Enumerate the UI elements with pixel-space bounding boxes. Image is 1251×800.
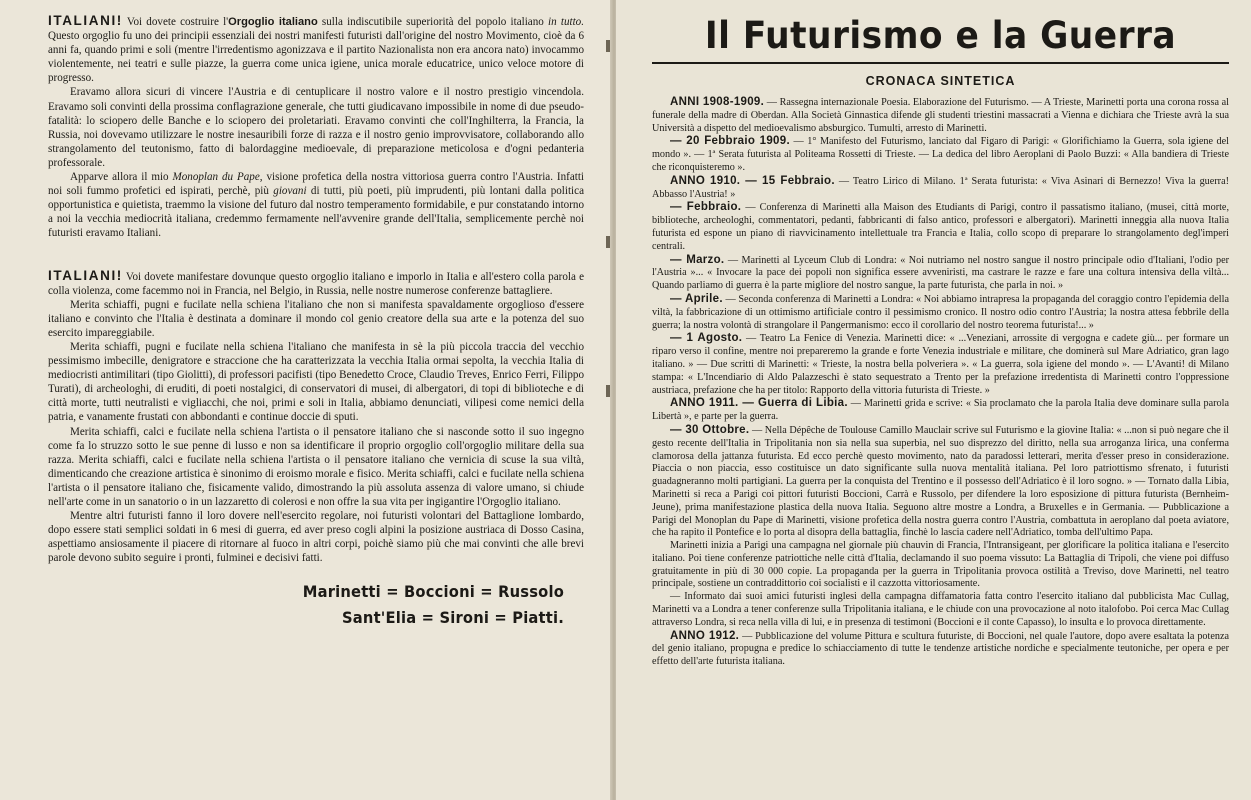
staple-mark: [606, 385, 610, 397]
chronicle-entry: [652, 424, 1229, 540]
signature-line-2: Sant'Elia = Sironi = Piatti.: [342, 608, 564, 628]
paragraph-1: [48, 14, 584, 85]
paragraph-3: [48, 170, 584, 240]
lead-word: ITALIANI!: [48, 13, 123, 28]
chronicle-entry: [652, 293, 1229, 332]
paragraph-6: Merita schiaffi, pugni e fucilate nella schiena l'italiano che manifesta in sè la più piccola traccia del vecchio pessimismo imbecille, denigratore e straccione che ha caratterizzata la vecchia Italia ormai sepolta, la vecchia Italia di mediocristi antimilitari (tipo Giolitti), di professori pacifisti (tipo Benedetto Croce, Claudio Treves, Enrico Ferri, Filippo Turati), di archeologhi, di eruditi, di poeti nostalgici, di conservatori di musei, di albergatori, di topi di biblioteche e di città morte, tutti neutralisti e vigliacchi, che noi, primi e soli in Italia, abbiamo denunciati, vilipesi come nemici della patria, e vanamente frustati con abbondanti e continue doccie di sputi.: [48, 340, 584, 424]
chronicle-entry: [652, 397, 1229, 424]
italic-run: giovani: [273, 185, 307, 198]
entry-heading: ANNI 1908-1909.: [670, 96, 765, 108]
page-title: Il Futurismo e la Guerra: [704, 14, 1177, 57]
entry-heading: — 20 Febbraio 1909.: [670, 135, 790, 148]
entry-text: — Rassegna internazionale Poesia. Elaborazione del Futurismo. — A Trieste, Marinetti porta una corona rossa al funerale della madre di Oberdan. Alla Società Ginnastica difende gli studenti triestini massacrati a Vienna e dichiara che Trieste avrà la sua Università a dispetto del medioevalismo absburgico. Tumulti, arresto di Marinetti.: [652, 97, 1229, 134]
entry-text: — Pubblicazione del volume Pittura e scultura futuriste, di Boccioni, nel quale l'autore, dopo avere esaltata la potenza del genio italiano, propugna e predice lo schiacciamento di tutte le tendenze artistiche nordiche e specialmente teutoniche, per opera e per effetto dell'arte futurista italiana.: [652, 630, 1229, 668]
italic-run: Monoplan du Pape,: [172, 171, 263, 184]
staple-mark: [606, 236, 610, 248]
text-run: visione profetica della nostra vittoriosa guerra contro l'Austria. Infatti noi soli fummo profetici ed ispirati, perchè, più: [48, 171, 584, 198]
section-gap: [48, 241, 584, 269]
paragraph-8: Mentre altri futuristi fanno il loro dovere nell'esercito regolare, noi futuristi volontari del Battaglione lombardo, dopo essere stati semplici soldati in 6 mesi di guerra, ed aver preso cogli alpini la posizione austriaca di Dosso Casina, aspettiamo ansiosamente il piacere di ritornare al fuoco in altri corpi, poichè siamo più che mai convinti che alle brevi parole devono subito seguire i pronti, fulminei e decisivi fatti.: [48, 510, 584, 565]
text-run: Apparve allora il mio: [70, 171, 173, 184]
entry-heading: — Febbraio.: [670, 201, 742, 214]
chronicle-entry: [652, 254, 1229, 293]
entry-text: — 1° Manifesto del Futurismo, lanciato dal Figaro di Parigi: « Glorifichiamo la Guerra, sola igiene del mondo ». — 1ª Serata futurista al Politeama Rossetti di Trieste. — La dedica del libro Aeroplani di Paolo Buzzi: « Alla bandiera di Trieste che riconquisteremo ».: [652, 136, 1229, 173]
entry-text: — Marinetti grida e scrive: « Sia proclamato che la parola Italia deve dominare sulla parola Libertà », e parte per la guerra.: [652, 398, 1229, 423]
entry-text: — Teatro Lirico di Milano. 1ª Serata futurista: « Viva Asinari di Bernezzo! Viva la guerra! Abbasso l'Austria! »: [652, 175, 1229, 200]
entry-text: — Marinetti al Lyceum Club di Londra: « Noi nutriamo nel nostro sangue il nostro principale odio d'Italiani, l'odio per l'Austria »... « Invocare la pace dei popoli non significa essere avveniristi, ma castrare le razze e fare una coltura intensiva della viltà... Quando parliamo di guerra è la parte migliore del nostro sangue, la parte futurista, che parla in noi. »: [652, 254, 1229, 292]
left-page: [0, 0, 612, 800]
entry-text: — Seconda conferenza di Marinetti a Londra: « Noi abbiamo intrapresa la propaganda del coraggio contro l'epidemia della viltà, la fabbricazione di un ottimismo artificiale contro il pessimismo cronico. Il nostro odio contro l'Austria; la nostra attesa febbrile della guerra; la nostra volontà di strangolare il Pangermanismo: ecco il corollario del nostro teorema futurista!... »: [652, 293, 1229, 331]
paragraph-2: Eravamo allora sicuri di vincere l'Austria e di centuplicare il nostro valore e il nostro prestigio vincendola. Eravamo soli convinti della prossima conflagrazione generale, che tutti giudicavano impossibile in nome di due pseudo-fatalità: lo sciopero delle Banche e lo sciopero dei proletariati. Eravamo convinti che coll'Inghilterra, la Francia, la Russia, noi dovevamo utilizzare le nostre inesauribili forze di razza e il nostro genio improvvisatore, collaborando allo strangolamento del teutonismo, fatto di balordaggine medioevale, di preparazione meticolosa e d'ogni pedanteria professorale.: [48, 86, 584, 169]
paragraph-7: Merita schiaffi, calci e fucilate nella schiena l'artista o il pensatore italiano che si nasconde sotto il suo ingegno come fa lo struzzo sotto le sue penne di lusso e non sa identificare il proprio orgoglio coll'orgoglio militare della sua razza. Merita schiaffi, calci e fucilate nella schiena l'artista o il pensatore italiano che vernicia di scuse la sua viltà, dimenticando che creazione artistica è sinonimo di eroismo morale e fisico. Merita schiaffi, calci e fucilate nella schiena l'artista o il pensatore italiano che, fisicamente valido, dimostrando la più assoluta assenza di valore umano, si chiude nell'arte come in un sanatorio o in un lazzaretto di colerosi e non offre la sua vita per ingigantire l'Orgoglio italiano.: [48, 425, 584, 508]
chronicle-entry: [652, 201, 1229, 253]
text-run: di tutti, più poeti, più imprudenti, più lontani dalla politica opportunistica e quietista, traemmo la visione del futuro dal nostro temperamento formidabile, e pur constatando intorno a noi la vecchia mediocrità italiana, credemmo fermamente nell'avvenire grande dell'Italia, semplicemente perchè noi futuristi eravamo Italiani.: [48, 185, 584, 240]
entry-heading: ANNO 1911. — Guerra di Libia.: [670, 397, 848, 410]
lead-word: ITALIANI!: [48, 267, 123, 283]
right-page: [616, 0, 1251, 800]
paragraph-4: [48, 269, 584, 298]
chronicle-entry: [652, 630, 1229, 669]
text-run: sulla indiscutibile superiorità del popolo italiano: [317, 16, 549, 28]
text-run: Questo orgoglio fu uno dei principii essenziali dei nostri manifesti futuristi dall'origine del nostro Movimento, cioè da 6 anni fa, quando primi e soli (mentre l'irredentismo agonizzava e il partito Nazionalista non era ancora nato) invocammo violentemente, nei teatri e sulle piazze, la guerra come unica igiene, unica morale educatrice, unico veloce motore di progresso.: [48, 30, 584, 85]
entry-text: — Conferenza di Marinetti alla Maison des Etudiants di Parigi, contro il passatismo italiano, (musei, città morte, biblioteche, archeologhi, commentatori, pedanti, fabbricanti di falso antico, professori e albergatori). Marinetti inneggia alla nuova Italia futurista ed espone un piano di riavvicinamento intellettuale tra Francia e Italia, collo scopo di preparare lo strangolamento degl'imperi centrali.: [652, 202, 1229, 252]
entry-heading: ANNO 1910. — 15 Febbraio.: [670, 174, 835, 187]
entry-heading: ANNO 1912.: [670, 629, 740, 642]
bold-run: Orgoglio italiano: [228, 16, 318, 28]
entry-heading: — Aprile.: [670, 292, 723, 305]
title-rule: [652, 62, 1229, 64]
text-run: Voi dovete costruire l': [122, 16, 229, 28]
entry-text: — Teatro La Fenice di Venezia. Marinetti dice: « ...Veneziani, arrossite di vergogna e cadete giù... per formare un riparo verso il confine, mentre noi prepareremo la grande e forte Venezia industriale e militare, che dominerà sul Mare Adriatico, gran lago italiano. » — Due scritti di Marinetti: « Trieste, la nostra bella polveriera ». « La guerra, sola igiene del mondo ». — L'Avanti! di Milano stampa: « L'Incendiario di Aldo Palazzeschi è stato sequestrato a Trento per la prefazione irredentista di Marinetti contro l'oppressione austriaca, prefazione che ha per titolo: Rapporto della vittoria futurista di Trieste. »: [652, 333, 1229, 396]
entry-heading: — 30 Ottobre.: [670, 423, 750, 436]
signatures: [48, 579, 584, 631]
chronicle-entry: Marinetti inizia a Parigi una campagna nel giornale più chauvin di Francia, l'Intransigeant, per glorificare la politica italiana e l'esercito italiano. Poi tiene conferenze patriottiche nelle città d'Italia, declamando il suo poema vissuto: La Battaglia di Tripoli, che viene poi diffuso gratuitamente in più di 30 000 copie. La propaganda per la guerra in Tripolitania provoca ostilità a Treviso, dove Marinetti, nel teatro principale, sostiene un contraddittorio coi socialisti e il cazzotta vittoriosamente.: [652, 540, 1229, 590]
chronicle-entry: [652, 96, 1229, 135]
entry-heading: — 1 Agosto.: [670, 332, 743, 345]
chronicle-entry: [652, 135, 1229, 174]
page-subtitle: CRONACA SINTETICA: [865, 74, 1016, 88]
chronicle-entry: [652, 332, 1229, 397]
paragraph-5: Merita schiaffi, pugni e fucilate nella schiena l'italiano che non si manifesta spavaldamente orgoglioso d'essere italiano e convinto che l'Italia è destinata a dominare il mondo col genio creatore della sua arte e la potenza del suo esercito impareggiabile.: [48, 298, 584, 339]
staple-mark: [606, 40, 610, 52]
signature-line-1: Marinetti = Boccioni = Russolo: [302, 582, 564, 602]
entry-heading: — Marzo.: [670, 253, 725, 266]
chronicle-entry: — Informato dai suoi amici futuristi inglesi della campagna diffamatoria fatta contro l'esercito italiano dal pubblicista Mac Cullag, Marinetti va a Londra a tener conferenze sulla Tripolitania italiana, e le chiude con una provocazione al noto italofobo. Poi cerca Mac Cullag attraverso Londra, si reca nella villa di lui, e in presenza di testimoni (Boccioni e il conte Capasso), lo insulta e lo provoca direttamente.: [652, 591, 1229, 628]
text-run: Voi dovete manifestare dovunque questo orgoglio italiano e imporlo in Italia e all'estero colla parola e colla violenza, come facemmo noi in Francia, nel Belgio, in Russia, nelle nostre numerose conferenze battagliere.: [48, 270, 584, 297]
chronicle-entry: [652, 175, 1229, 202]
entry-text: — Nella Dépêche de Toulouse Camillo Mauclair scrive sul Futurismo e la giovine Italia: « ...non si può negare che il gesto recente dell'Italia in Tripolitania non sia nella sua superbia, nel suo disprezzo del diritto, nella sua arroganza lirica, una conferma clamorosa della jattanza futurista. Ed ecco perchè questo movimento, nato da paradossi letterari, merita d'esser preso in considerazione. Piaccia o non piaccia, esso costituisce un dato significante sulla nuova mentalità italiana. Pel loro patriottismo sfrenato, i futuristi guadagneranno molti partigiani. La guerra per la conquista del Trentino e il possesso dell'Adriatico è il loro sogno. » — Tornato dalla Libia, Marinetti si reca a Parigi coi pittori futuristi Boccioni, Carrà e Russolo, per difendere la loro esposizione di pittura futurista (Bernheim-Jeune), prima manifestazione plastica della nuova Italia. Seguono altre mostre a Londra, a Bruxelles e in Germania. — Pubblicazione a Parigi del Monoplan du Pape di Marinetti, visione profetica della nostra guerra contro l'Austria, combattuta in aeroplano dal poeta aviatore, che ha rapito il Pontefice e lo porta al disopra della battaglia, finchè lo lascia cadere nell'Adriatico, tomba dell'ultimo Papa.: [652, 424, 1229, 539]
italic-run: in tutto.: [548, 16, 584, 28]
